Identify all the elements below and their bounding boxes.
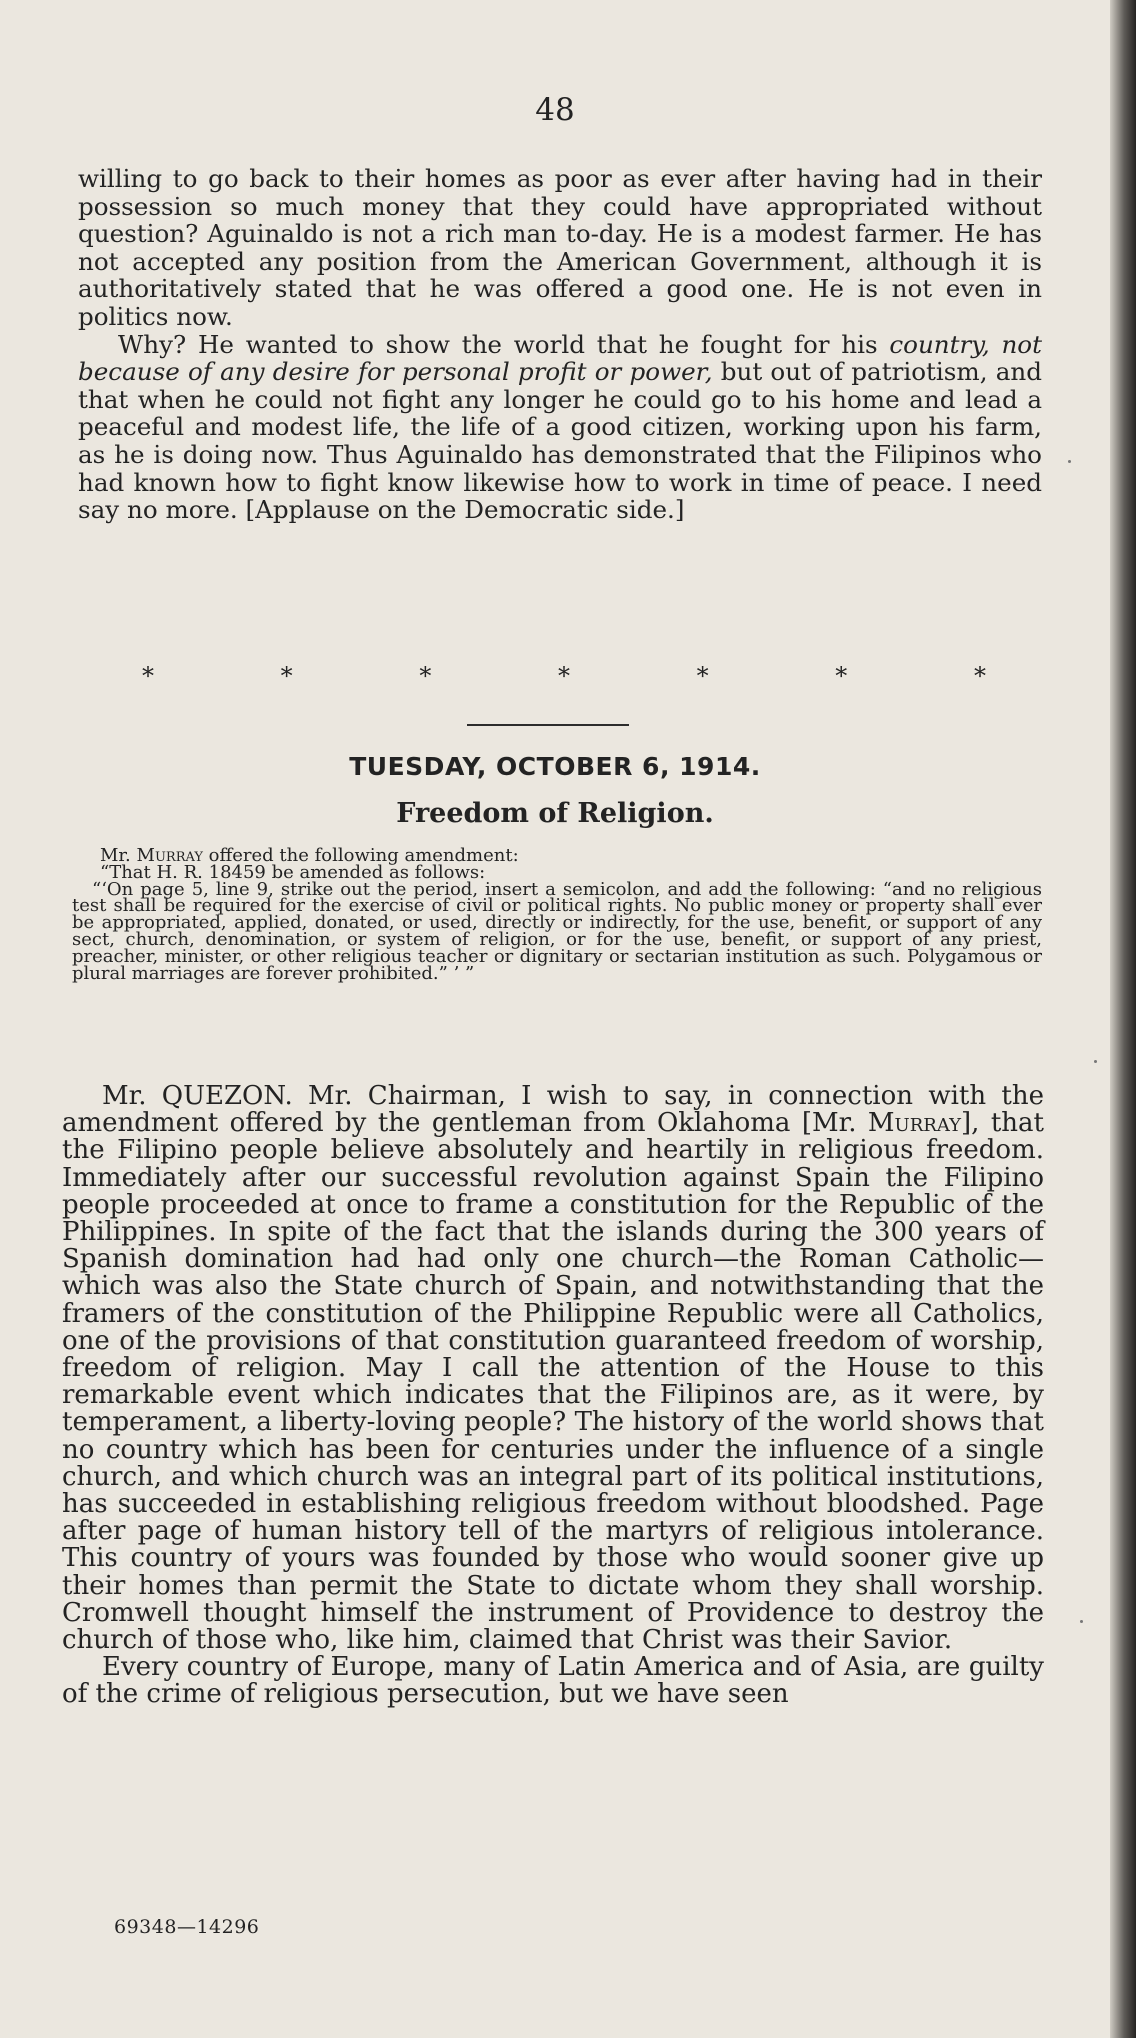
amendment-intro-text: offered the following amendment:: [202, 845, 519, 866]
paragraph-end: but out of patriotism, and that when he could not fight any longer he could go to his home and lead a peaceful and modest life, the life of a good citizen, working upon his farm, as he is doing now. Thus Aguinaldo has demonstrated that the Filipinos who had known how to fight know likewise how to work in time of peace. I need say no more. [Applause on the Democratic side.]: [78, 357, 1042, 525]
speech-paragraph-2: Every country of Europe, many of Latin America and of Asia, are guilty of the crime of religious persecution, but we have seen: [62, 1652, 1044, 1710]
speech-part-b: ], that the Filipino people believe absolutely and heartily in religious freedom. Immediately after our successful revolution against Spain the Filipino people proceeded at once to frame a constitution for the Republic of the Philippines. In spite of the fact that the islands during the 300 years of Spanish domination had had only one church—the Roman Catholic—which was also the State church of Spain, and notwithstanding that the framers of the constitution of the Philippine Republic were all Catholics, one of the provisions of that constitution guaranteed freedom of worship, freedom of religion. May I call the attention of the House to this remarkable event which indicates that the Filipinos are, as it were, by temperament, a liberty-loving people? The history of the world shows that no country which has been for centuries under the influence of a single church, and which church was an integral part of its political institutions, has succeeded in establishing religious freedom without bloodshed. Page after page of human history tell of the martyrs of religious intolerance. This country of yours was founded by those who would sooner give up their homes than permit the State to dictate whom they shall worship. Cromwell thought himself the instrument of Providence to destroy the church of those who, like him, claimed that Christ was their Savior.: [62, 1108, 1044, 1656]
section-title: Freedom of Religion.: [396, 798, 714, 829]
divider-rule: [467, 724, 629, 726]
paragraph-aguinaldo-wealth: willing to go back to their homes as poor as ever after having had in their possession so much money that they could have appropriated without question? Aguinaldo is not a rich man to-day. He is a modest farmer. He has not accepted any position from the American Government, although it is authoritatively stated that he was offered a good one. He is not even in politics now.: [78, 164, 1042, 331]
book-binding-edge: [1110, 0, 1136, 2038]
speech-text: [62, 1083, 1044, 1709]
speaker-name: Mr. QUEZON.: [102, 1081, 293, 1111]
speech-paragraph-1: [62, 1083, 1044, 1654]
star: *: [419, 662, 432, 690]
star: *: [696, 662, 709, 690]
paper-speck: [1094, 1060, 1097, 1063]
paragraph-start: Why? He wanted to show the world that he fought for his: [118, 329, 890, 359]
italic-phrase: country, not because of any desire for personal profit or power,: [78, 329, 1042, 387]
paragraph-aguinaldo-patriotism: [78, 331, 1042, 524]
speech-member-name: Murray: [867, 1108, 961, 1139]
paper-speck: [1068, 460, 1071, 463]
print-signature: 69348—14296: [114, 1916, 260, 1938]
star: *: [557, 662, 570, 690]
amendment-block: [72, 845, 1042, 984]
opening-text: [78, 165, 1042, 524]
amendment-member-name: Murray: [136, 845, 203, 866]
section-break-stars: [78, 662, 1042, 690]
section-date-heading: TUESDAY, OCTOBER 6, 1914.: [349, 752, 761, 781]
star: *: [280, 662, 293, 690]
paper-speck: [1080, 1620, 1083, 1623]
amendment-mr: Mr.: [100, 845, 137, 866]
star: *: [142, 662, 154, 690]
amendment-text: “‘On page 5, line 9, strike out the period, insert a semicolon, and add the following: “and no religious test shall be required for the exercise of civil or political rights. No public money or property shall ever be appropriated, applied, donated, or used, directly or indirectly, for the use, benefit, or support of any sect, church, denomination, or system of religion, or for the use, benefit, or support of any priest, preacher, minister, or other religious teacher or dignitary or sectarian institution as such. Polygamous or plural marriages are forever prohibited.” ’ ”: [72, 878, 1042, 984]
page-number: 48: [535, 92, 575, 128]
star: *: [835, 662, 848, 690]
star: *: [973, 662, 986, 690]
amendment-line: “That H. R. 18459 be amended as follows:: [100, 861, 486, 883]
speech-part-a: Mr. Chairman, I wish to say, in connection with the amendment offered by the gentleman from Oklahoma [Mr.: [62, 1081, 1044, 1139]
